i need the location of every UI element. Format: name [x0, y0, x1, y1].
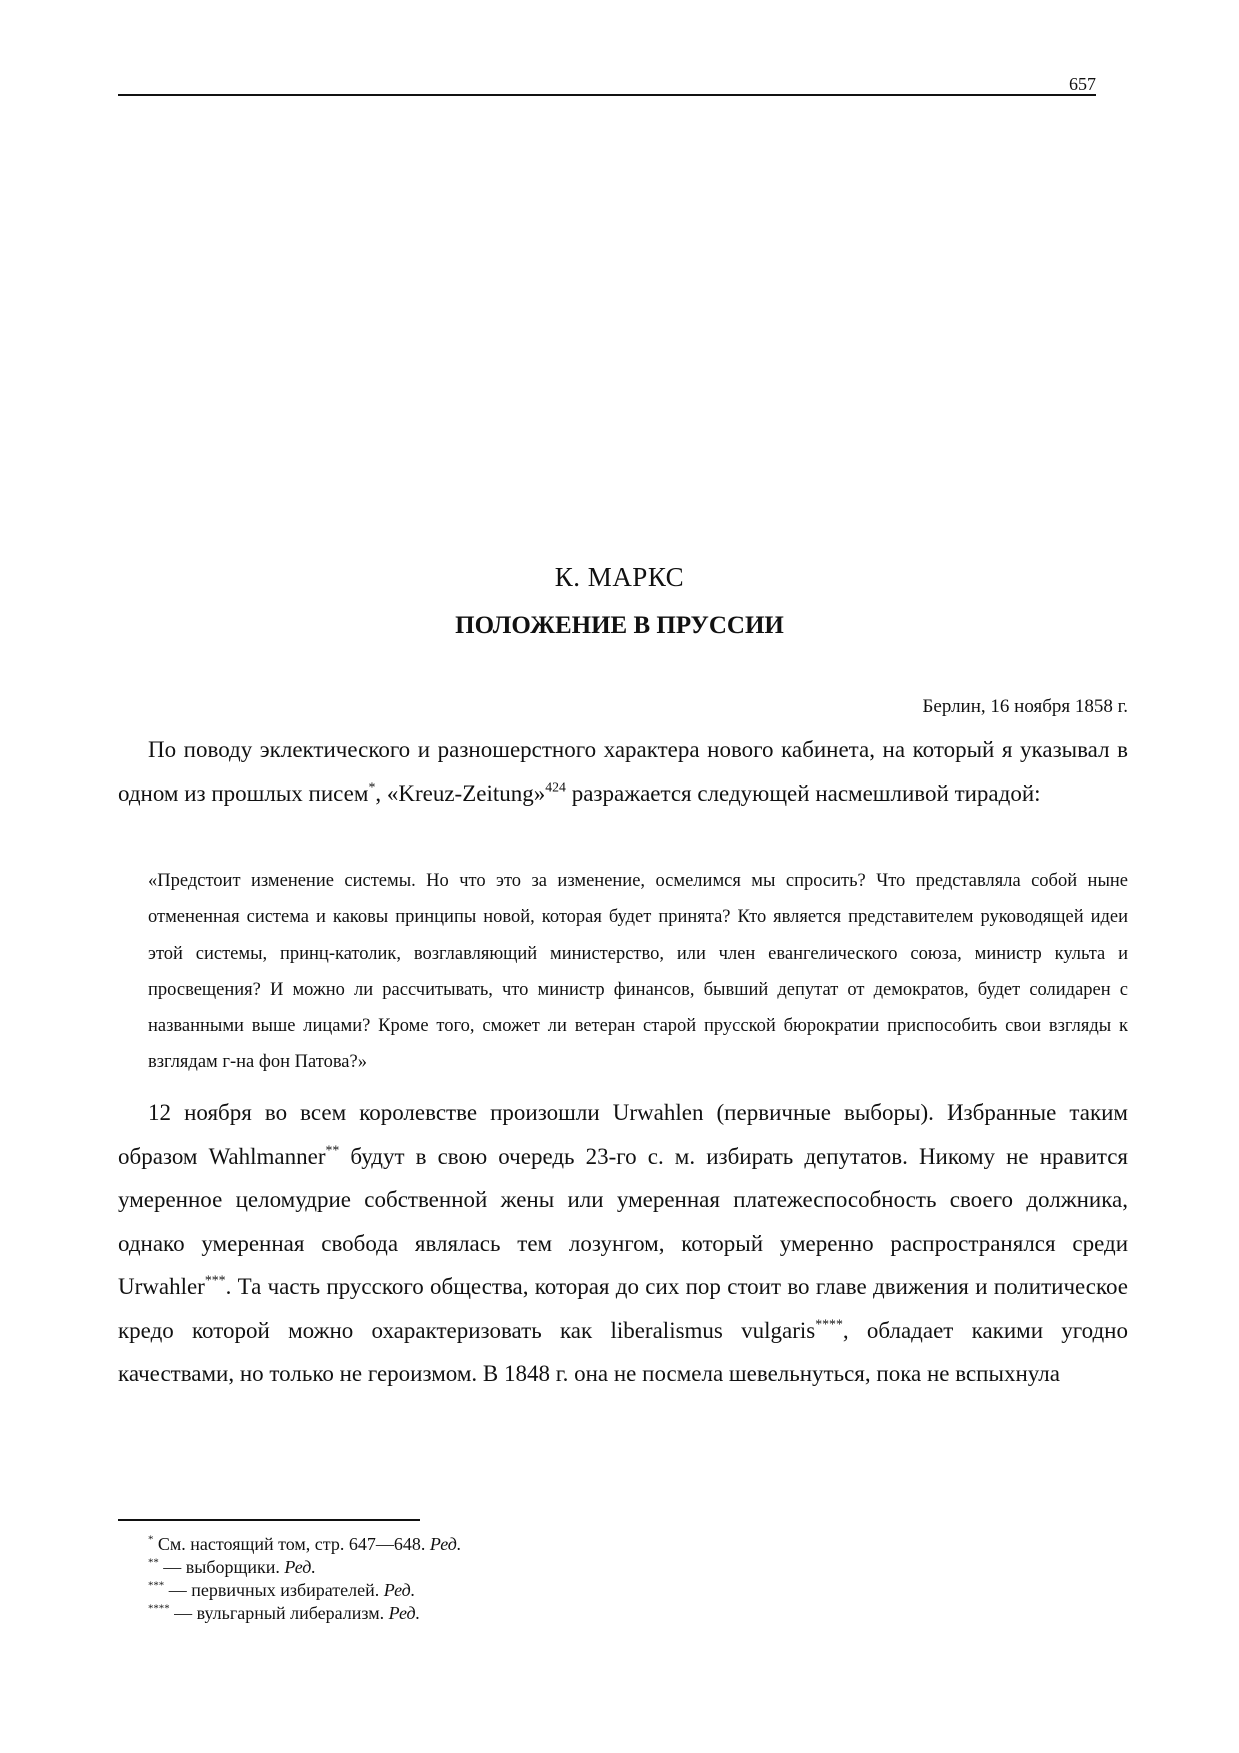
article-title: ПОЛОЖЕНИЕ В ПРУССИИ — [455, 612, 784, 639]
author-name: К. МАРКС — [554, 562, 685, 592]
footnote-ref-3[interactable]: *** — [204, 1272, 226, 1288]
footnote-ref-4[interactable]: **** — [815, 1315, 843, 1331]
footnote-4: **** — вульгарный либерализм. Ред. — [148, 1602, 421, 1623]
dateline: Берлин, 16 ноября 1858 г. — [922, 696, 1128, 717]
paragraph-2: 12 ноября во всем королевстве произошли Urwahlen (первичные выборы). Избранные таким образом Wahlmanner** будут в свою очередь 23-го с. м. избирать депутатов. Никому не нравится умеренное целомудрие собственной жены или умеренная платежеспособность своего должника, однако умеренная свобода являлась тем лозунгом, который умеренно распространялся среди Urwahler***. Та часть прусского общества, которая до сих пор стоит во главе движения и политическое кредо которой можно охарактеризовать как liberalismus vulgaris****, обладает какими угодно качествами, но только не героизмом. В 1848 г. она не посмела шевельнуться, пока не вспыхнула — [118, 1100, 1128, 1386]
paragraph-1: По поводу эклектического и разношерстного характера нового кабинета, на который я указывал в одном из прошлых писем*, «Kreuz-Zeitung»$^{424}$ разражается следующей насмешливой тирадой: — [118, 737, 1128, 806]
footnotes — [148, 1533, 461, 1625]
block-quote: «Предстоит изменение системы. Но что это за изменение, осмелимся мы спросить? Что представляла собой ныне отмененная система и каковы принципы новой, которая будет принята? Кто является представителем руководящей идеи этой системы, принц-католик, возглавляющий министерство, или член евангелического союза, министр культа и просвещения? И можно ли рассчитывать, что министр финансов, бывший депутат от демократов, будет солидарен с названными выше лицами? Кроме того, сможет ли ветеран старой прусской бюрократии приспособить свои взгляды к взглядам г-на фон Патова?» — [148, 871, 1128, 1073]
footnote-ref-1[interactable]: * — [368, 778, 376, 794]
footnote-2: ** — выборщики. Ред. — [148, 1556, 316, 1577]
footnote-rule — [118, 1519, 420, 1521]
page-number: 657 — [1069, 74, 1096, 94]
footnote-3: *** — первичных избирателей. Ред. — [148, 1579, 416, 1600]
header-rule — [118, 94, 1096, 96]
endnote-ref-424[interactable]: 424 — [545, 778, 566, 794]
footnote-ref-2[interactable]: ** — [325, 1141, 340, 1157]
footnote-1: * См. настоящий том, стр. 647—648. Ред. — [148, 1533, 462, 1554]
